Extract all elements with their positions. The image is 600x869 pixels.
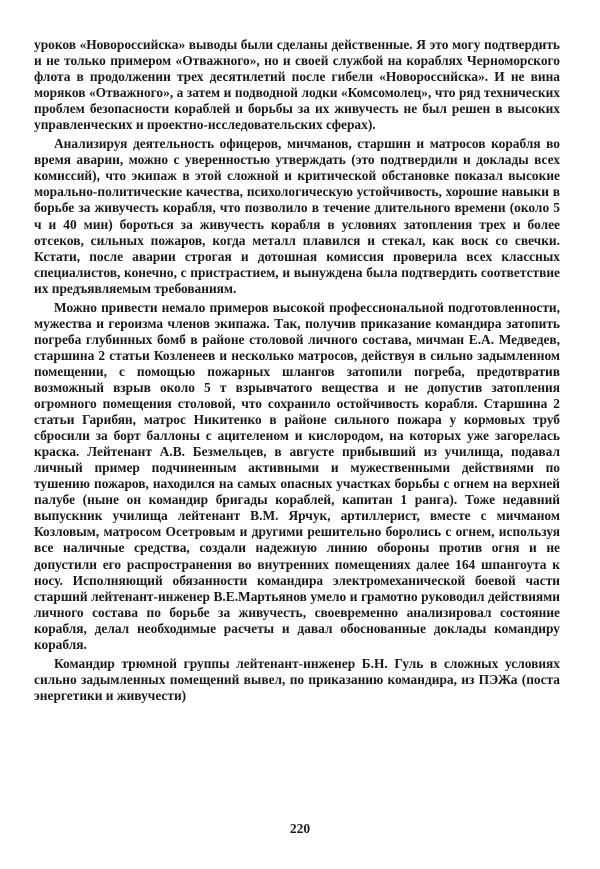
paragraph-1: уроков «Новороссийска» выводы были сделаны действенные. Я это могу подтвердить и не только примером «Отважного», но и своей службой на кораблях Черноморского флота в продолжении трех десятилетий после гибели «Новороссийска». И не вина моряков «Отважного», а затем и подводной лодки «Комсомолец», что ряд технических проблем безопасности кораблей и борьбы за их живучесть не был решен в высоких управленческих и проектно-исследовательских сферах). bbox=[34, 37, 560, 133]
page-number: 220 bbox=[289, 821, 311, 836]
paragraph-4: Командир трюмной группы лейтенант-инженер Б.Н. Гуль в сложных условиях сильно задымленных помещений вывел, по приказанию командира, из ПЭЖа (поста энергетики и живучести) bbox=[34, 655, 560, 703]
paragraph-2: Анализируя деятельность офицеров, мичманов, старшин и матросов корабля во время аварии, можно с уверенностью утверждать (это подтвердили и доклады всех комиссий), что экипаж в этой сложной и критической обстановке показал высокие морально-политические качества, психологическую устойчивость, хорошие навыки в борьбе за живучесть корабля, что позволило в течение длительного времени (около 5 ч и 40 мин) бороться за живучесть корабля в условиях затопления трех и более отсеков, сильных пожаров, когда металл плавился и стекал, как воск со свечки. Кстати, после аварии строгая и дотошная комиссия проверила всех классных специалистов, конечно, с пристрастием, и вынуждена была подтвердить соответствие их предъявляемым требованиям. bbox=[34, 136, 560, 296]
paragraph-3: Можно привести немало примеров высокой профессиональной подготовленности, мужества и героизма членов экипажа. Так, получив приказание командира затопить погреба глубинных бомб в районе столовой личного состава, мичман Е.А. Медведев, старшина 2 статьи Козленеев и несколько матросов, действуя в сильно задымленном помещении, с помощью пожарных шлангов затопили погреба, предотвратив возможный взрыв около 5 т взрывчатого вещества и не допустив затопления огромного помещения столовой, что сохранило остойчивость корабля. Старшина 2 статьи Гарибян, матрос Никитенко в районе сильного пожара у кормовых труб сбросили за борт баллоны с ацителеном и кислородом, на которых уже загорелась краска. Лейтенант А.В. Безмельцев, в августе прибывший из училища, подавал личный пример подчиненным активными и мужественными действиями по тушению пожаров, находился на самых опасных участках борьбы с огнем на верхней палубе (ныне он командир бригады кораблей, капитан 1 ранга). Тоже недавний выпускник училища лейтенант В.М. Ярчук, артиллерист, вместе с мичманом Козловым, матросом Осетровым и другими решительно боролись с огнем, используя все наличные средства, создали надежную линию обороны против огня и не допустили его распространения во внутренних помещениях далее 164 шпангоута к носу. Исполняющий обязанности командира электромеханической боевой части старший лейтенант-инженер В.Е.Мартьянов умело и грамотно руководил действиями личного состава по борьбе за живучесть, своевременно анализировал состояние корабля, делал необходимые расчеты и давал обоснованные доклады командиру корабля. bbox=[34, 299, 560, 652]
page-body bbox=[34, 37, 560, 704]
